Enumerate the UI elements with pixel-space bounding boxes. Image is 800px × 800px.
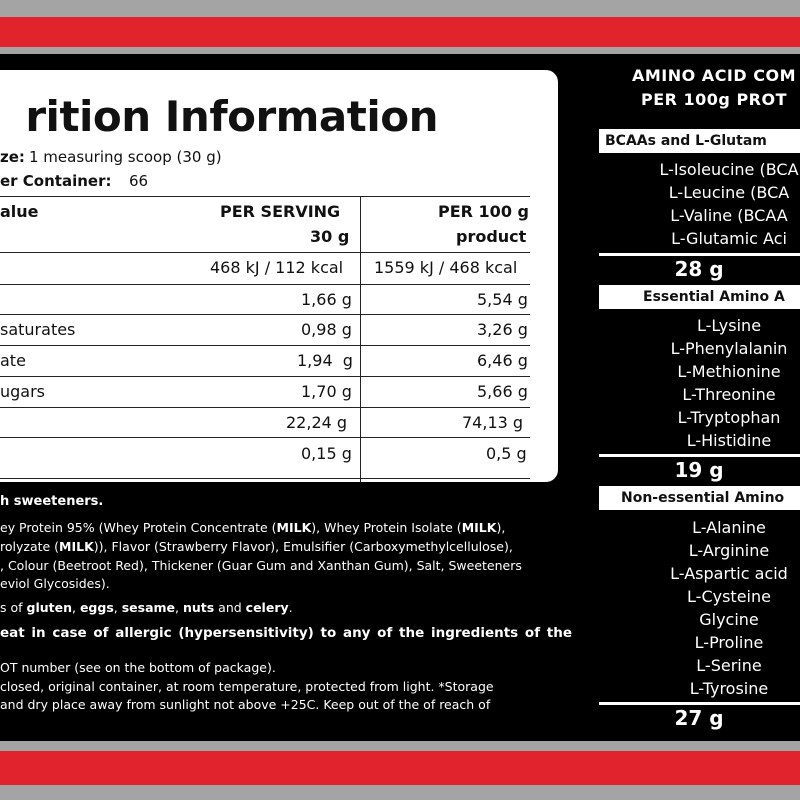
amino-item: L-Cysteine [687, 587, 771, 606]
table-bottom-rule [0, 478, 530, 479]
ingr-text: ey Protein 95% (Whey Protein Concentrate ( [0, 520, 277, 535]
amino-divider [599, 702, 800, 705]
allergen-milk: MILK [276, 520, 312, 535]
amino-acid-panel [599, 54, 800, 741]
nutrition-panel: rition Information ze: 1 measuring scoop (30 g) er Container: 66 alue PER SERVING 30 g PER 100 g product 468 kJ / 112 kcal 1559 kJ / 468 kcal 1,66 g 5,54 g saturates 0,98 g 3,26 g ate 1,94 g 6,46 g ugars 1,70 g 5,66 g 22,24 g 74,13 g 0,15 g 0,5 g [0, 70, 558, 482]
amino-item: L-Aspartic acid [670, 564, 788, 583]
amino-divider [599, 253, 800, 256]
sugars-per-serving: 1,70 g [301, 382, 352, 401]
top-red-band [0, 17, 800, 47]
serving-size-value: 1 measuring scoop (30 g) [29, 148, 222, 166]
header-per-100g-product: product [456, 227, 527, 246]
bottom-grey-band [0, 785, 800, 800]
amino-item: L-Alanine [692, 518, 766, 537]
amino-divider [599, 454, 800, 457]
amino-item: L-Histidine [686, 431, 772, 450]
sep: and [214, 600, 246, 615]
amino-title-line-2: PER 100g PROT [640, 90, 788, 109]
header-per-serving-amount: 30 g [310, 227, 350, 246]
amino-item: L-Proline [694, 633, 764, 652]
allergen-sesame: sesame [121, 600, 176, 615]
top-grey-band [0, 0, 800, 17]
energy-per-100g: 1559 kJ / 468 kcal [374, 258, 518, 277]
table-row-rule [0, 376, 530, 377]
table-row-rule [0, 284, 530, 285]
amino-item: L-Tyrosine [689, 679, 769, 698]
saturates-label: saturates [0, 320, 76, 339]
amino-item: L-Threonine [682, 385, 776, 404]
amino-item: L-Arginine [688, 541, 770, 560]
amino-title-line-1: AMINO ACID COM [631, 66, 796, 85]
allergen-milk: MILK [461, 520, 497, 535]
amino-item: L-Lysine [696, 316, 762, 335]
salt-per-100g: 0,5 g [486, 444, 527, 463]
header-value-col: alue [0, 202, 39, 221]
sep: , [72, 600, 80, 615]
bottom-grey-band-upper [0, 741, 800, 751]
bcaa-total: 28 g [674, 257, 724, 281]
ingredients-line-1 [0, 520, 505, 535]
header-per-100g: PER 100 g [438, 202, 529, 221]
carbohydrate-per-serving: 1,94 g [297, 351, 353, 370]
allergen-celery: celery [245, 600, 289, 615]
bcaa-header: BCAAs and L-Glutam [599, 129, 800, 153]
ingr-text: )), Flavor (Strawberry Flavor), Emulsifier (Carboxymethylcellulose), [93, 539, 513, 554]
ingredients-line-2 [0, 539, 513, 554]
sugars-label: ugars [0, 382, 46, 401]
sep: , [175, 600, 183, 615]
traces-line [0, 600, 293, 615]
allergen-nuts: nuts [182, 600, 215, 615]
fat-per-100g: 5,54 g [477, 290, 528, 309]
bottom-red-band [0, 751, 800, 785]
sep: . [288, 600, 293, 615]
traces-text: s of [0, 600, 27, 615]
fat-per-serving: 1,66 g [301, 290, 352, 309]
table-top-rule [0, 196, 530, 197]
amino-item: L-Leucine (BCA [668, 183, 790, 202]
carbohydrate-per-100g: 6,46 g [477, 351, 528, 370]
table-col-divider-1 [360, 196, 361, 482]
amino-item: L-Glutamic Aci [671, 229, 787, 248]
amino-item: L-Tryptophan [677, 408, 781, 427]
ingredients-line-3: , Colour (Beetroot Red), Thickener (Guar Gum and Xanthan Gum), Salt, Sweeteners [0, 558, 522, 573]
top-grey-band-lower [0, 47, 800, 54]
nonessential-total: 27 g [674, 706, 724, 730]
storage-line-2: and dry place away from sunlight not above +25C. Keep out of the of reach of [0, 697, 491, 712]
amino-item: L-Isoleucine (BCA [659, 160, 799, 179]
allergen-gluten: gluten [26, 600, 72, 615]
servings-value: 66 [129, 172, 149, 190]
amino-item: L-Valine (BCAA [670, 206, 788, 225]
essential-total: 19 g [674, 458, 724, 482]
table-row-rule [0, 407, 530, 408]
saturates-per-serving: 0,98 g [301, 320, 352, 339]
amino-item: L-Methionine [677, 362, 781, 381]
allergen-milk: MILK [59, 539, 94, 554]
header-per-serving: PER SERVING [220, 202, 341, 221]
ingr-text: ), Whey Protein Isolate ( [311, 520, 462, 535]
energy-per-serving: 468 kJ / 112 kcal [210, 258, 344, 277]
carbohydrate-label: ate [0, 351, 26, 370]
ingredients-line-4: eviol Glycosides). [0, 576, 110, 591]
sweeteners-note: h sweeteners. [0, 494, 104, 509]
protein-per-100g: 74,13 g [462, 413, 524, 432]
amino-item: L-Phenylalanin [670, 339, 788, 358]
lot-note: OT number (see on the bottom of package). [0, 660, 276, 675]
table-row-rule [0, 314, 530, 315]
storage-line-1: closed, original container, at room temperature, protected from light. *Storage [0, 679, 494, 694]
sep: , [113, 600, 122, 615]
nutrition-title: rition Information [25, 92, 438, 141]
servings-label: er Container: [0, 172, 112, 190]
ingr-text: ), [496, 520, 506, 535]
allergen-eggs: eggs [79, 600, 114, 615]
essential-header: Essential Amino A [599, 285, 800, 309]
allergy-warning: eat in case of allergic (hypersensitivity) to any of the ingredients of the [0, 625, 572, 641]
table-row-rule [0, 345, 530, 346]
amino-item: L-Serine [696, 656, 762, 675]
amino-item: Glycine [699, 610, 759, 629]
salt-per-serving: 0,15 g [301, 444, 352, 463]
protein-per-serving: 22,24 g [286, 413, 348, 432]
saturates-per-100g: 3,26 g [477, 320, 528, 339]
table-row-rule [0, 437, 530, 438]
ingr-text: rolyzate ( [0, 539, 60, 554]
table-row-rule [0, 252, 530, 253]
nonessential-header: Non-essential Amino [599, 486, 800, 510]
sugars-per-100g: 5,66 g [477, 382, 528, 401]
